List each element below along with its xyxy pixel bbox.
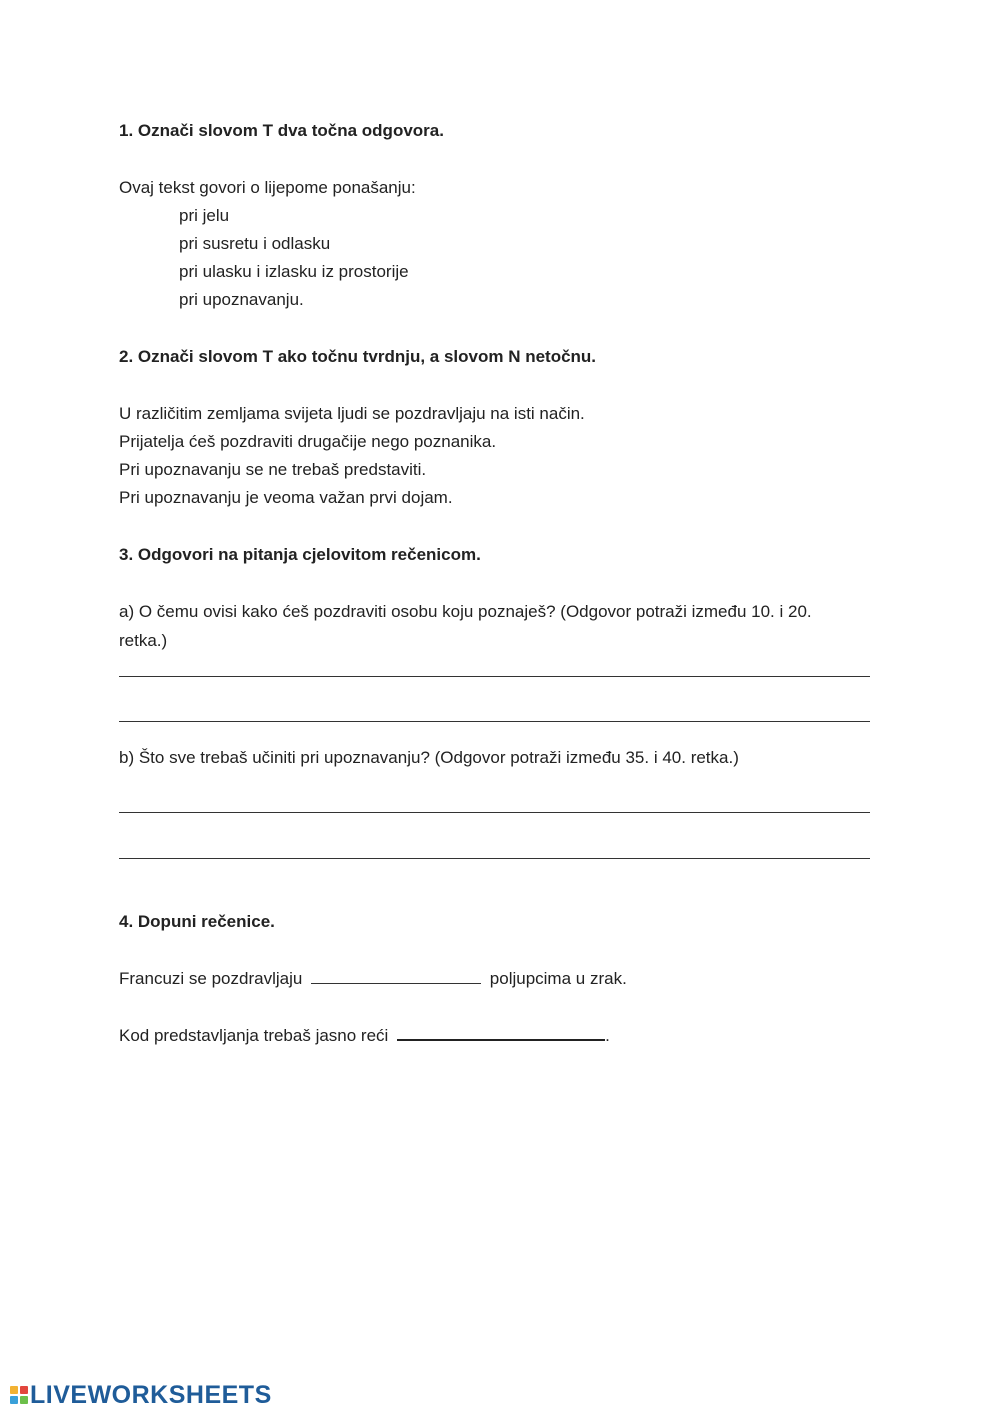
q4-sentence-2 bbox=[119, 1023, 610, 1048]
q3a-answer-line[interactable] bbox=[119, 676, 870, 677]
logo-blocks-icon bbox=[10, 1386, 28, 1404]
q2-statement[interactable]: Pri upoznavanju se ne trebaš predstaviti. bbox=[119, 460, 427, 479]
q4-s1-after: poljupcima u zrak. bbox=[489, 969, 627, 988]
q3a-question: a) O čemu ovisi kako ćeš pozdraviti osobu koju poznaješ? (Odgovor potraži između 10. i 20. bbox=[119, 602, 812, 621]
q4-title: 4. Dopuni rečenice. bbox=[119, 912, 275, 931]
q2-statement[interactable]: Prijatelja ćeš pozdraviti drugačije nego poznanika. bbox=[119, 432, 497, 451]
q1-option[interactable]: pri susretu i odlasku bbox=[179, 234, 331, 253]
q3-title: 3. Odgovori na pitanja cjelovitom rečenicom. bbox=[119, 545, 481, 564]
q2-statement[interactable]: U različitim zemljama svijeta ljudi se pozdravljaju na isti način. bbox=[119, 404, 585, 423]
q3b-question: b) Što sve trebaš učiniti pri upoznavanju? (Odgovor potraži između 35. i 40. retka.) bbox=[119, 748, 739, 767]
q3a-question-cont: retka.) bbox=[119, 631, 168, 650]
q2-statement[interactable]: Pri upoznavanju je veoma važan prvi dojam. bbox=[119, 488, 453, 507]
q4-blank-1[interactable] bbox=[311, 967, 481, 984]
q3a-answer-line[interactable] bbox=[119, 721, 870, 722]
q4-blank-2[interactable] bbox=[397, 1023, 605, 1041]
logo-text: LIVEWORKSHEETS bbox=[30, 1380, 272, 1409]
q1-option[interactable]: pri upoznavanju. bbox=[179, 290, 304, 309]
q4-sentence-1 bbox=[119, 967, 627, 991]
q4-s1-before: Francuzi se pozdravljaju bbox=[119, 969, 303, 988]
q1-title: 1. Označi slovom T dva točna odgovora. bbox=[119, 121, 444, 140]
q2-title: 2. Označi slovom T ako točnu tvrdnju, a slovom N netočnu. bbox=[119, 347, 597, 366]
q1-option[interactable]: pri jelu bbox=[179, 206, 230, 225]
q4-s2-before: Kod predstavljanja trebaš jasno reći bbox=[119, 1026, 389, 1045]
liveworksheets-logo bbox=[10, 1382, 272, 1408]
q3b-answer-line[interactable] bbox=[119, 812, 870, 813]
q1-option[interactable]: pri ulasku i izlasku iz prostorije bbox=[179, 262, 409, 281]
q4-s2-after: . bbox=[605, 1026, 610, 1045]
q3b-answer-line[interactable] bbox=[119, 858, 870, 859]
q1-intro: Ovaj tekst govori o lijepome ponašanju: bbox=[119, 178, 416, 197]
